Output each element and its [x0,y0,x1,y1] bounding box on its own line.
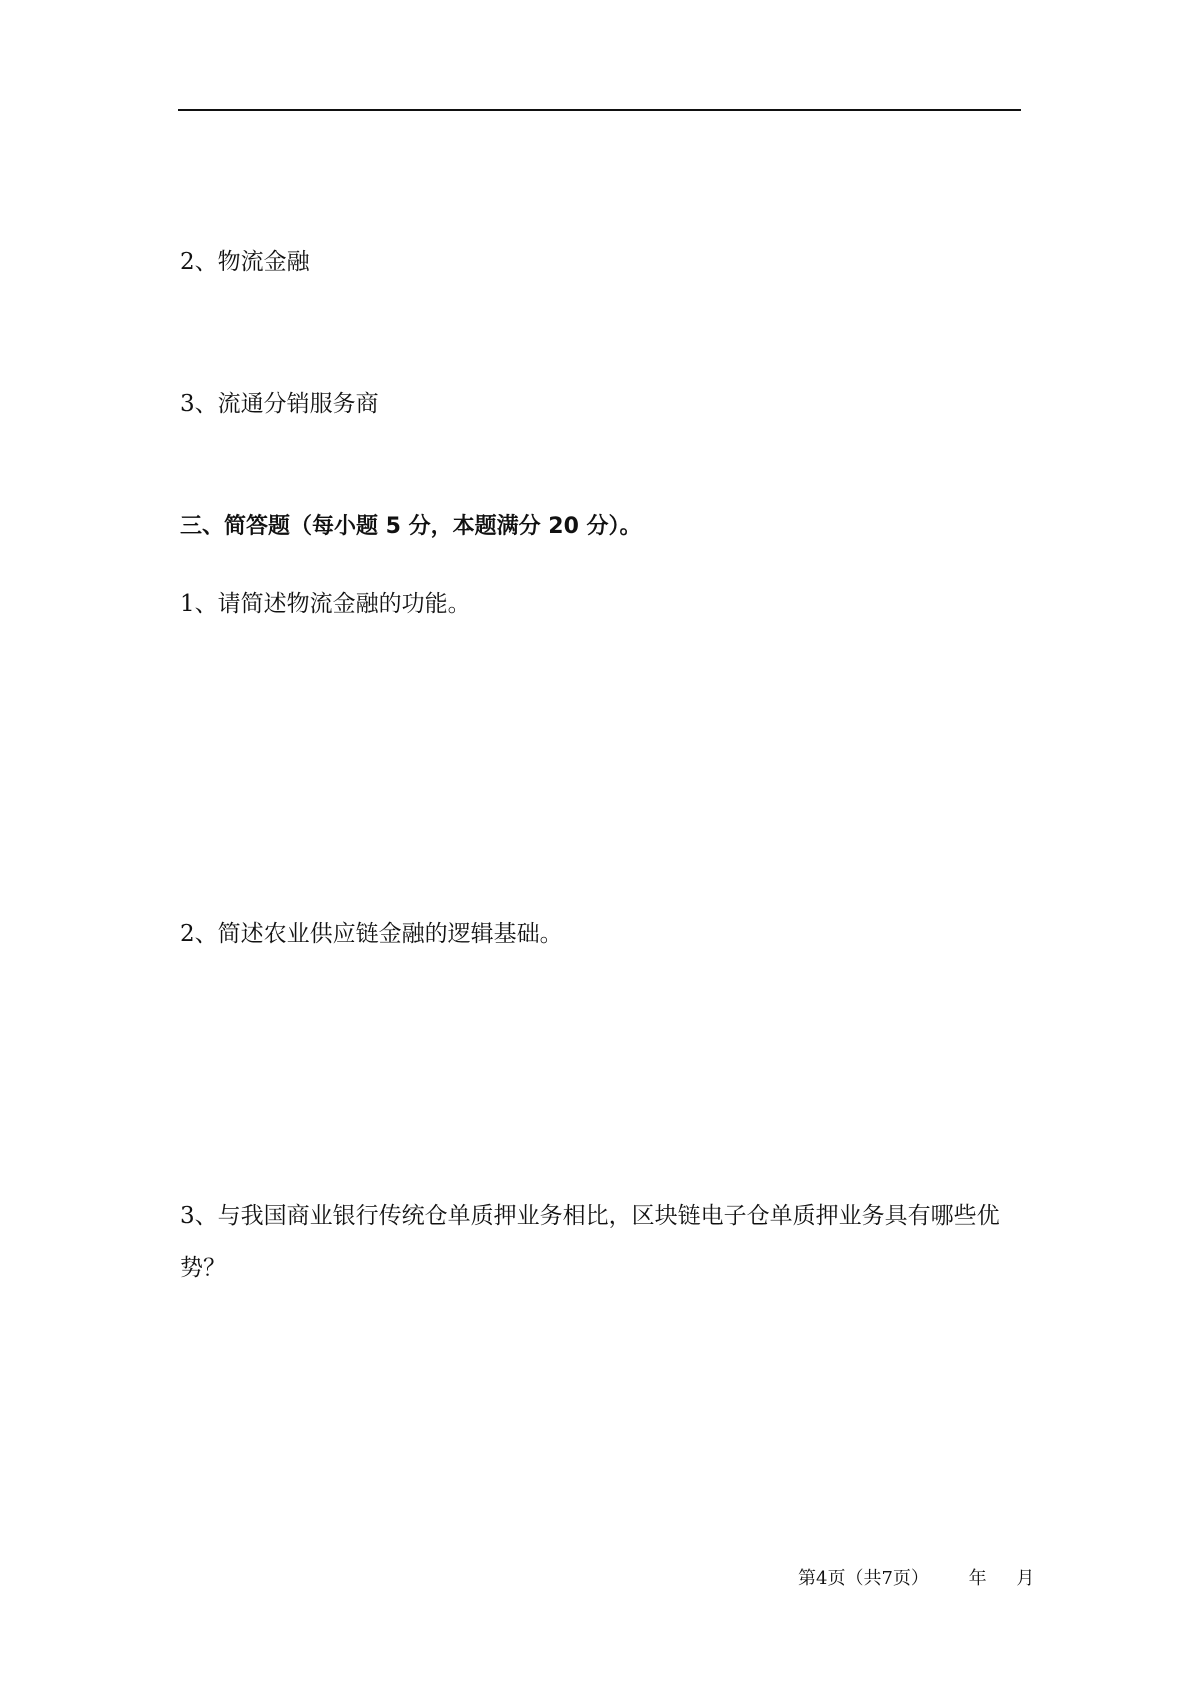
footer-year: 年 [968,1568,987,1589]
section-heading: 三、简答题（每小题 5 分，本题满分 20 分）。 [180,514,642,539]
header-rule [178,109,1021,111]
question-1: 1、请简述物流金融的功能。 [180,591,471,617]
question-3: 3、与我国商业银行传统仓单质押业务相比，区块链电子仓单质押业务具有哪些优势？ [180,1203,1000,1281]
question-2: 2、简述农业供应链金融的逻辑基础。 [180,921,563,947]
page-footer [798,1568,1034,1590]
footer-month: 月 [1016,1568,1035,1589]
term-item-2: 2、物流金融 [180,249,310,275]
term-item-3: 3、流通分销服务商 [180,391,379,417]
page-number: 第4页（共7页） [798,1568,929,1589]
